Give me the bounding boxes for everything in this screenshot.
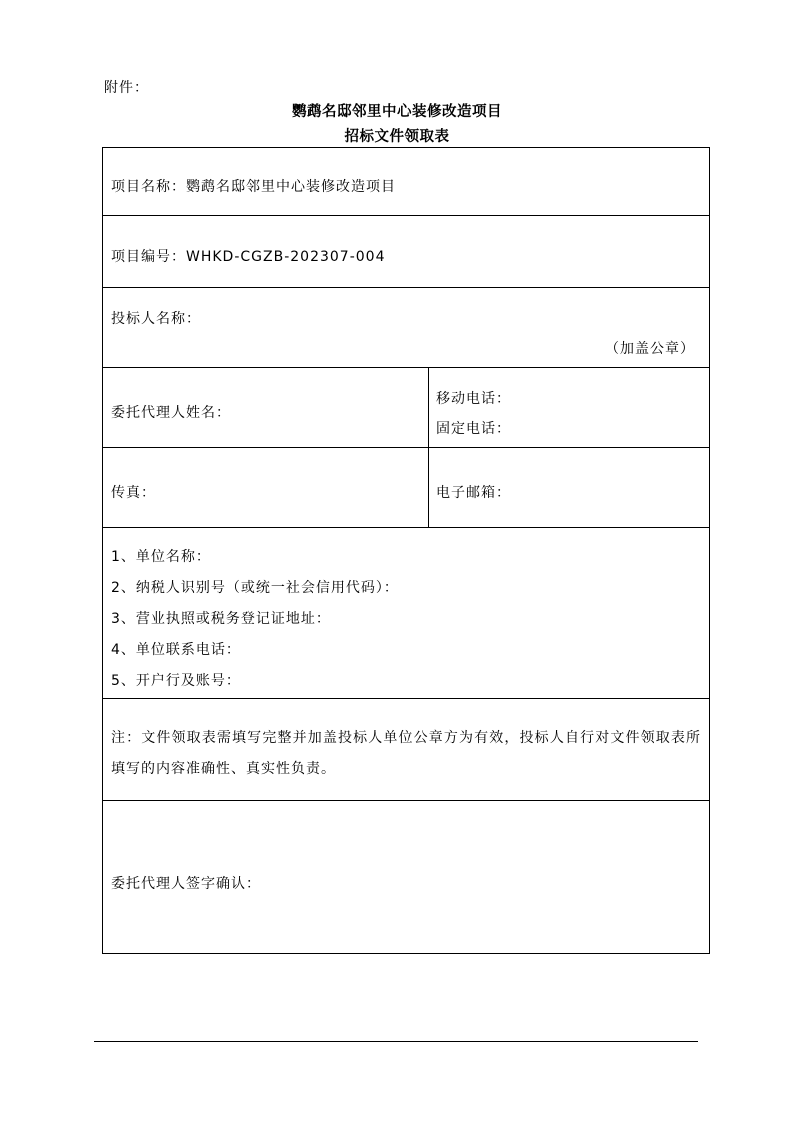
project-number-row — [103, 216, 709, 288]
company-item-2: 2、纳税人识别号（或统一社会信用代码）： — [111, 580, 399, 596]
signature-row — [103, 801, 709, 953]
column-divider — [428, 368, 429, 447]
application-form-table — [102, 147, 710, 954]
signature-label: 委托代理人签字确认： — [111, 876, 261, 892]
agent-row — [103, 368, 709, 448]
bidder-name-row — [103, 288, 709, 368]
form-title: 招标文件领取表 — [344, 129, 450, 145]
project-name-label: 项目名称：鹦鹉名邸邻里中心装修改造项目 — [111, 179, 396, 195]
document-title: 鹦鹉名邸邻里中心装修改造项目 — [292, 104, 502, 120]
project-number-label: 项目编号：WHKD-CGZB-202307-004 — [111, 249, 386, 265]
footer-divider — [94, 1041, 698, 1042]
project-name-row — [103, 148, 709, 216]
company-item-1: 1、单位名称： — [111, 549, 211, 565]
landline-phone-label: 固定电话： — [436, 421, 511, 437]
mobile-phone-label: 移动电话： — [436, 391, 511, 407]
company-info-row — [103, 528, 709, 699]
note-text: 注：文件领取表需填写完整并加盖投标人单位公章方为有效，投标人自行对文件领取表所填写的内容准确性、真实性负责。 — [111, 730, 701, 777]
column-divider — [428, 448, 429, 527]
seal-note: （加盖公章） — [605, 341, 695, 357]
note-row — [103, 699, 709, 801]
company-item-4: 4、单位联系电话： — [111, 642, 241, 658]
company-item-5: 5、开户行及账号： — [111, 673, 241, 689]
fax-email-row — [103, 448, 709, 528]
company-item-3: 3、营业执照或税务登记证地址： — [111, 611, 331, 627]
agent-name-label: 委托代理人姓名： — [111, 405, 231, 421]
email-label: 电子邮箱： — [436, 485, 511, 501]
attachment-label: 附件： — [104, 80, 149, 96]
fax-label: 传真： — [111, 485, 156, 501]
bidder-name-label: 投标人名称： — [111, 311, 201, 327]
